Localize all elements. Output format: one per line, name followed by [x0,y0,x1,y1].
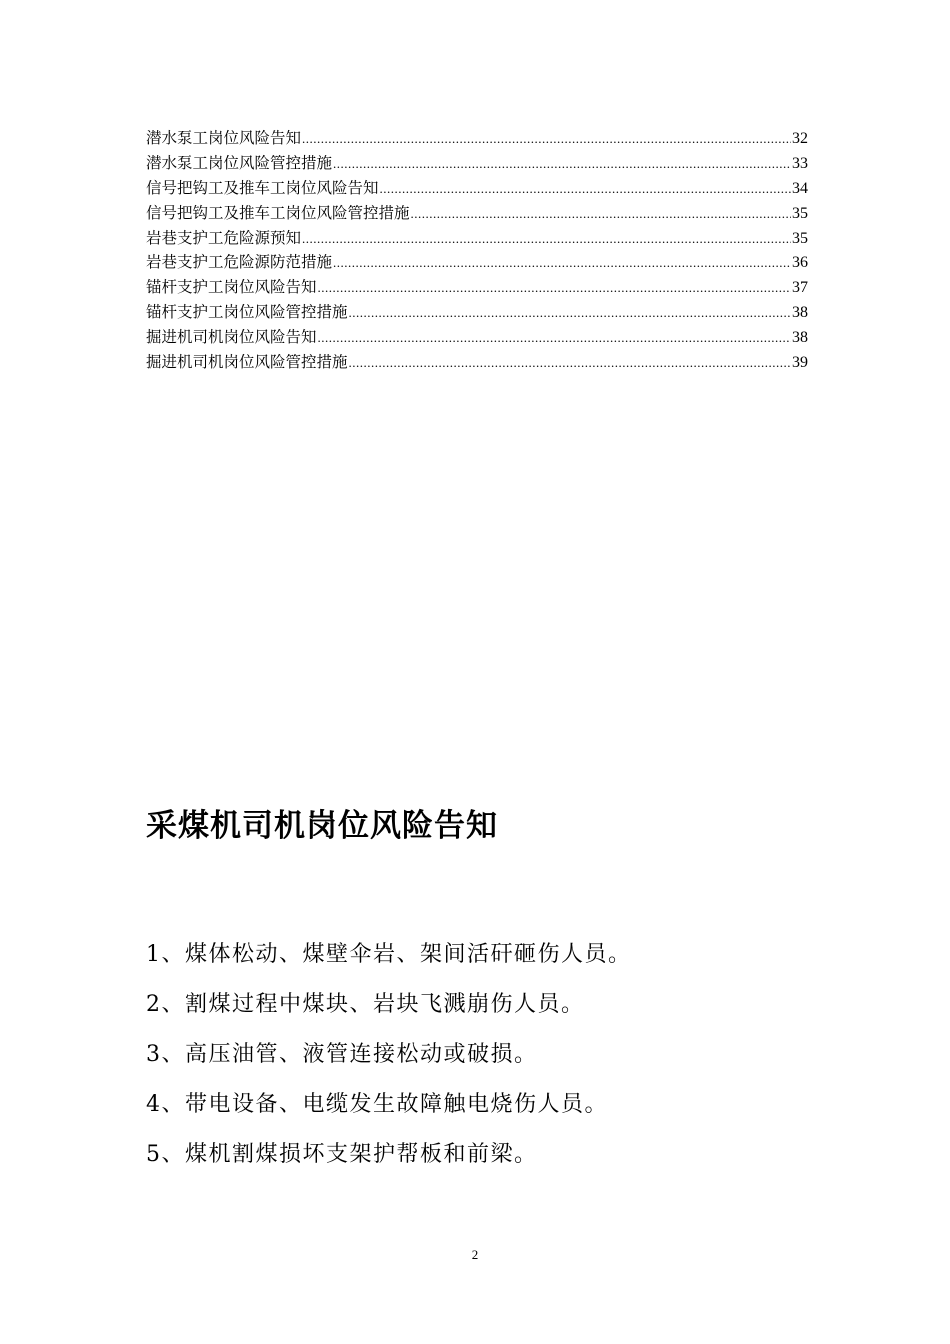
toc-entry[interactable] [146,226,808,251]
toc-dot-leader [302,127,791,152]
toc-entry-title: 锚杆支护工岗位风险告知 [146,278,317,297]
toc-entry[interactable] [146,176,808,201]
toc-entry-title: 信号把钩工及推车工岗位风险管控措施 [146,203,410,222]
toc-entry-page: 39 [792,354,808,372]
toc-entry[interactable] [146,300,808,325]
toc-dot-leader [333,152,791,177]
section-heading: 采煤机司机岗位风险告知 [146,808,498,844]
toc-dot-leader [318,276,791,301]
toc-dot-leader [318,326,791,351]
toc-entry[interactable] [146,201,808,226]
toc-entry-page: 35 [792,229,808,247]
toc-entry[interactable] [146,151,808,176]
toc-entry-title: 锚杆支护工岗位风险管控措施 [146,303,348,322]
toc-entry-page: 37 [792,279,808,297]
toc-entry-page: 38 [792,329,808,347]
toc-entry[interactable] [146,350,808,375]
toc-entry[interactable] [146,275,808,300]
toc-entry-page: 35 [792,204,808,222]
toc-entry-title: 信号把钩工及推车工岗位风险告知 [146,178,379,197]
toc-dot-leader [349,301,791,326]
risk-list [146,930,632,1180]
risk-item: 4、带电设备、电缆发生故障触电烧伤人员。 [146,1092,608,1117]
toc-entry-page: 34 [792,179,808,197]
page-number: 2 [471,1247,479,1262]
toc-entry-page: 38 [792,304,808,322]
toc-entry-title: 岩巷支护工危险源预知 [146,228,302,247]
toc-entry-title: 潜水泵工岗位风险告知 [146,129,302,147]
toc-entry-title: 岩巷支护工危险源防范措施 [146,253,333,272]
risk-item: 1、煤体松动、煤壁伞岩、架间活矸砸伤人员。 [146,942,632,967]
toc-dot-leader [380,177,791,202]
risk-item: 3、高压油管、液管连接松动或破损。 [146,1042,538,1067]
toc-entry-page: 36 [792,254,808,272]
toc-dot-leader [333,251,791,276]
risk-item: 5、煤机割煤损坏支架护帮板和前梁。 [146,1142,538,1167]
toc-entry[interactable] [146,126,808,151]
toc-dot-leader [411,202,791,227]
risk-item: 2、割煤过程中煤块、岩块飞溅崩伤人员。 [146,992,585,1017]
toc-dot-leader [349,351,791,376]
toc-entry-title: 掘进机司机岗位风险告知 [146,328,317,347]
toc-entry[interactable] [146,250,808,275]
toc-entry-title: 掘进机司机岗位风险管控措施 [146,353,348,372]
table-of-contents [146,126,808,375]
toc-entry-page: 32 [792,130,808,147]
toc-entry-page: 33 [792,154,808,172]
toc-dot-leader [302,227,791,252]
toc-entry[interactable] [146,325,808,350]
toc-entry-title: 潜水泵工岗位风险管控措施 [146,153,333,172]
